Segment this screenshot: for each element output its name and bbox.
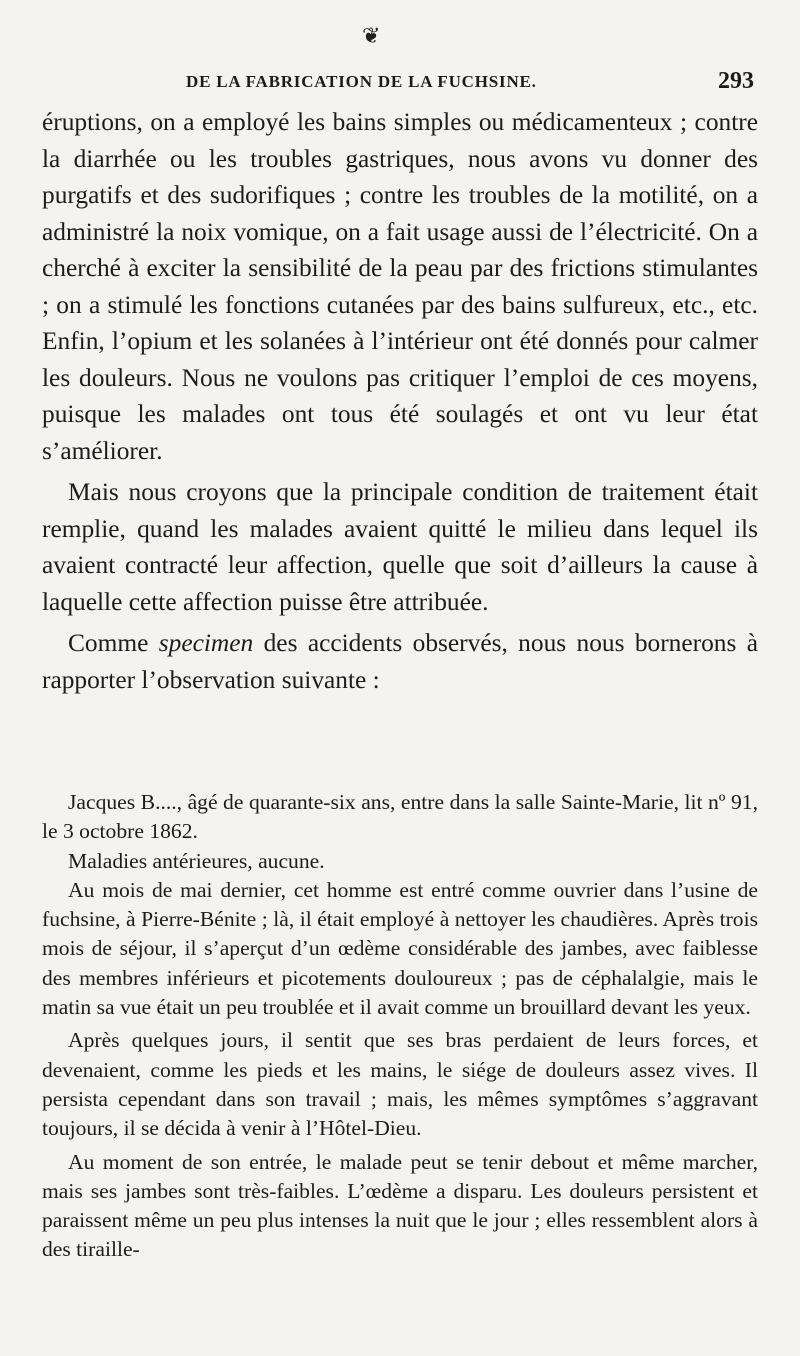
paragraph-3	[42, 625, 758, 698]
paragraph-3-italic: specimen	[158, 629, 254, 657]
observation-intro: Jacques B...., âgé de quarante-six ans, entre dans la salle Sainte-Marie, lit nº 91, le 3 octobre 1862.	[42, 790, 758, 844]
ornament-icon: ❦	[362, 24, 381, 49]
observation-admission: Au moment de son entrée, le malade peut se tenir debout et même marcher, mais ses jambes sont très-faibles. L’œdème a disparu. Les douleurs persistent et paraissent même un peu plus intenses la nuit que le jour ; elles ressemblent alors à des tiraille-	[42, 1149, 758, 1262]
paragraph-1: éruptions, on a employé les bains simples ou médicamenteux ; contre la diarrhée ou les troubles gastriques, nous avons vu donner des purgatifs et des sudorifiques ; contre les troubles de la motilité, on a administré la noix vomique, on a fait usage aussi de l’électricité. On a cherché à exciter la sensibilité de la peau par des frictions stimulantes ; on a stimulé les fonctions cutanées par des bains sulfureux, etc., etc. Enfin, l’opium et les solanées à l’intérieur ont été donnés pour calmer les douleurs. Nous ne voulons pas critiquer l’emploi de ces moyens, puisque les malades ont tous été soulagés et ont vu leur état s’améliorer.	[42, 108, 758, 465]
paragraph-3-end: des accidents observés, nous nous bornerons à rapporter l’observation suivante :	[42, 629, 759, 694]
paragraph-2: Mais nous croyons que la principale condition de traitement était remplie, quand les malades avaient quitté le milieu dans lequel ils avaient contracté leur affection, quelle que soit d’ailleurs la cause à laquelle cette affection puisse être attribuée.	[42, 478, 758, 616]
page-header	[40, 68, 760, 98]
observation-history: Au mois de mai dernier, cet homme est entré comme ouvrier dans l’usine de fuchsine, à Pierre-Bénite ; là, il était employé à nettoyer les chaudières. Après trois mois de séjour, il s’aperçut d’un œdème considérable des jambes, avec faiblesse des membres inférieurs et picotements douloureux ; pas de céphalalgie, mais le matin sa vue était un peu troublée et il avait comme un brouillard devant les yeux.	[42, 877, 758, 1020]
page-number: 293	[718, 68, 754, 94]
main-text	[42, 104, 758, 698]
paragraph-3-start: Comme	[68, 629, 159, 657]
observation-text	[42, 788, 758, 1265]
observation-antecedents: Maladies antérieures, aucune.	[68, 848, 325, 873]
observation-progression: Après quelques jours, il sentit que ses bras perdaient de leurs forces, et devenaient, comme les pieds et les mains, le siége de douleurs assez vives. Il persista cependant dans son travail ; mais, les mêmes symptômes s’aggravant toujours, il se décida à venir à l’Hôtel-Dieu.	[42, 1028, 758, 1141]
running-head: DE LA FABRICATION DE LA FUCHSINE.	[186, 72, 537, 91]
